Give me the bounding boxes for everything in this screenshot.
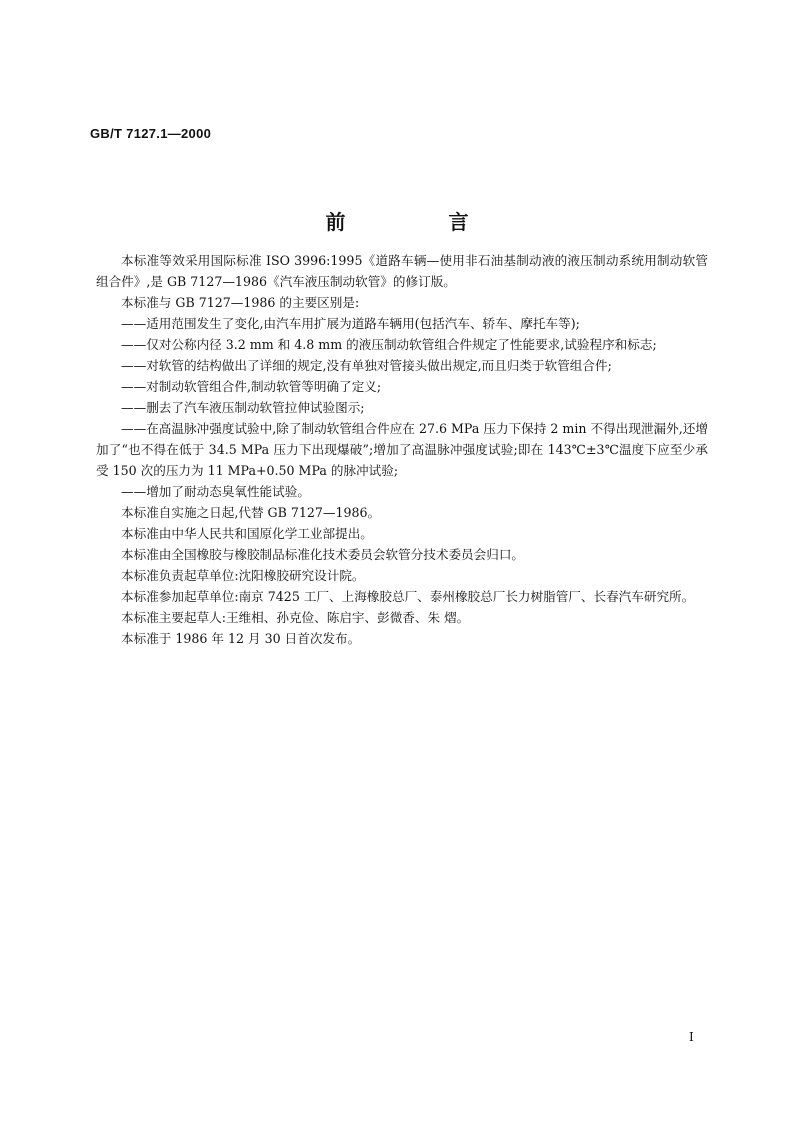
- list-item: ——对软管的结构做出了详细的规定,没有单独对管接头做出规定,而且归类于软管组合件;: [121, 358, 612, 373]
- paragraph: 本标准自实施之日起,代替 GB 7127—1986。: [121, 505, 381, 520]
- list-item: ——增加了耐动态臭氧性能试验。: [121, 484, 310, 499]
- page-number: I: [689, 1030, 694, 1044]
- paragraph: 本标准等效采用国际标准 ISO 3996:1995《道路车辆—使用非石油基制动液的液压制动系统用制动软管组合件》,是 GB 7127—1986《汽车液压制动软管》的修订版。: [96, 253, 708, 289]
- paragraph: 本标准主要起草人:王维相、孙克俭、陈启宇、彭微香、朱 熠。: [121, 610, 470, 625]
- paragraph: 本标准由全国橡胶与橡胶制品标准化技术委员会软管分技术委员会归口。: [121, 547, 524, 562]
- list-item: ——对制动软管组合件,制动软管等明确了定义;: [121, 379, 382, 394]
- list-item: ——删去了汽车液压制动软管拉伸试验图示;: [121, 400, 365, 415]
- paragraph: 本标准由中华人民共和国原化学工业部提出。: [121, 526, 373, 541]
- paragraph: 本标准参加起草单位:南京 7425 工厂、上海橡胶总厂、泰州橡胶总厂长力树脂管厂、长春汽车研究所。: [121, 589, 695, 604]
- foreword-body: [96, 250, 708, 649]
- standard-code: GB/T 7127.1—2000: [90, 126, 212, 141]
- paragraph: 本标准负责起草单位:沈阳橡胶研究设计院。: [121, 568, 365, 583]
- paragraph: 本标准与 GB 7127—1986 的主要区别是:: [121, 295, 360, 310]
- paragraph: 本标准于 1986 年 12 月 30 日首次发布。: [121, 631, 361, 646]
- list-item: ——仅对公称内径 3.2 mm 和 4.8 mm 的液压制动软管组合件规定了性能要求,试验程序和标志;: [121, 337, 657, 352]
- list-item: ——适用范围发生了变化,由汽车用扩展为道路车辆用(包括汽车、轿车、摩托车等);: [121, 316, 580, 331]
- page-title: 前 言: [325, 210, 517, 234]
- list-item: ——在高温脉冲强度试验中,除了制动软管组合件应在 27.6 MPa 压力下保持 2 min 不得出现泄漏外,还增加了“也不得在低于 34.5 MPa 压力下出现爆破”;增加了高温脉冲强度试验;即在 143℃±3℃温度下应至少承受 150 次的压力为 11 MPa+0.50 MPa 的脉冲试验;: [96, 421, 708, 478]
